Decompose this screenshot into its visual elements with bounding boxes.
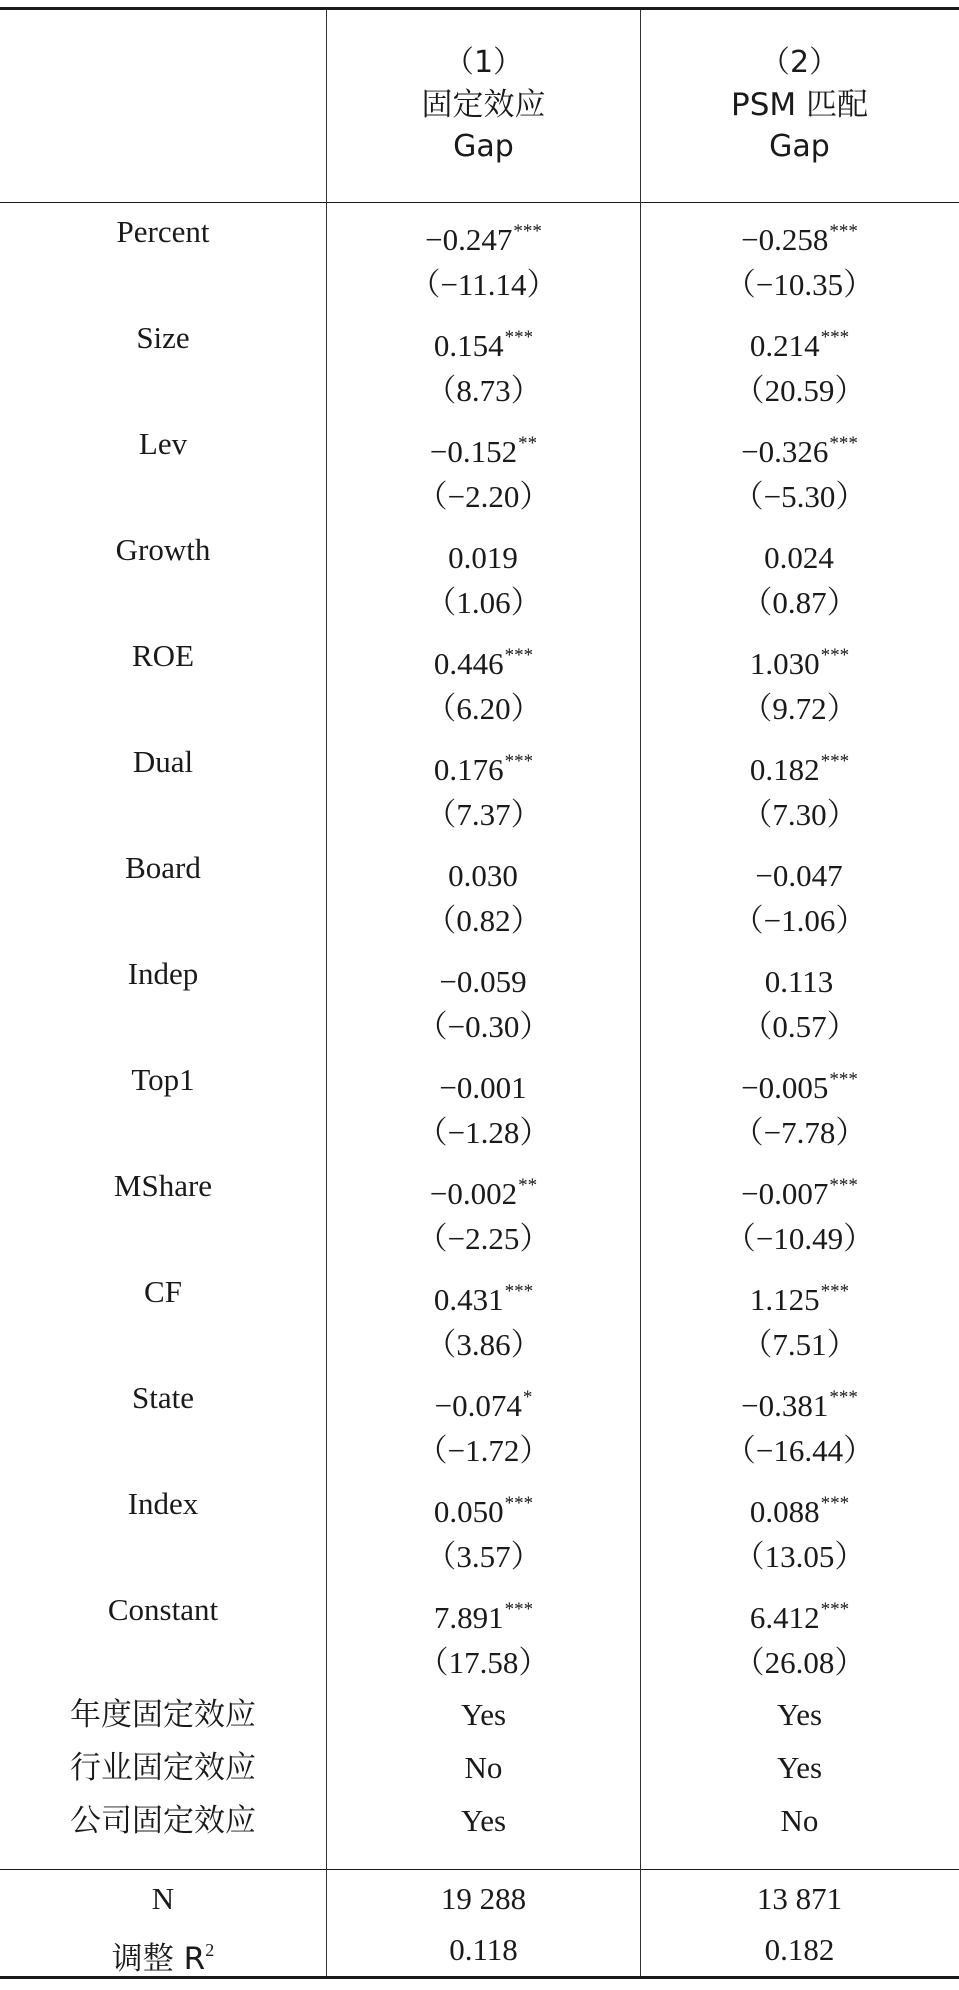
coefficient-cell <box>327 737 640 787</box>
coefficient-value: −0.326 <box>741 434 829 469</box>
r2-value-1: 0.118 <box>449 1932 518 1967</box>
coefficient-cell <box>640 1585 959 1635</box>
coefficient-cell <box>640 1373 959 1423</box>
coefficient-value: 0.030 <box>448 858 518 893</box>
coefficient-value: −0.247 <box>425 222 513 257</box>
t-statistic: （8.73） <box>425 373 542 408</box>
coefficient-value: −0.381 <box>741 1388 829 1423</box>
fixed-effect-label: 年度固定效应 <box>70 1697 256 1733</box>
fixed-effect-value: No <box>780 1803 819 1838</box>
row-label: State <box>132 1380 194 1415</box>
significance-stars: *** <box>829 1069 858 1090</box>
r2-label-superscript: 2 <box>205 1940 215 1960</box>
coefficient-value: −0.005 <box>741 1070 829 1105</box>
fixed-effect-value: Yes <box>460 1697 507 1732</box>
coefficient-cell <box>327 843 640 893</box>
t-statistic: （−1.28） <box>416 1115 551 1150</box>
coefficient-value: −0.007 <box>741 1176 829 1211</box>
n-label: N <box>151 1881 175 1916</box>
t-statistic: （17.58） <box>417 1645 550 1680</box>
fixed-effect-label: 行业固定效应 <box>70 1750 256 1786</box>
row-label: ROE <box>132 638 194 673</box>
row-label: MShare <box>113 1168 213 1203</box>
significance-stars: *** <box>820 645 850 666</box>
row-label: CF <box>144 1274 182 1309</box>
column-2-title: PSM 匹配 <box>731 87 868 123</box>
top-rule <box>0 7 959 10</box>
coefficient-value: −0.059 <box>439 964 527 999</box>
coefficient-value: 0.182 <box>749 752 820 787</box>
coefficient-value: 7.891 <box>433 1600 504 1635</box>
coefficient-cell <box>640 1479 959 1529</box>
t-statistic: （−2.25） <box>416 1221 551 1256</box>
coefficient-cell <box>640 313 959 363</box>
n-value-2: 13 871 <box>756 1881 843 1916</box>
significance-stars: * <box>522 1387 533 1408</box>
coefficient-value: 0.176 <box>433 752 504 787</box>
coefficient-cell <box>327 313 640 363</box>
column-1-title: 固定效应 <box>421 87 546 123</box>
t-statistic: （13.05） <box>733 1539 866 1574</box>
significance-stars: *** <box>504 1493 534 1514</box>
t-statistic: （0.82） <box>425 903 542 938</box>
coefficient-cell <box>327 1479 640 1529</box>
n-value-1: 19 288 <box>440 1881 527 1916</box>
coefficient-cell <box>640 1267 959 1317</box>
t-statistic: （−1.72） <box>416 1433 551 1468</box>
t-statistic: （−1.06） <box>732 903 867 938</box>
fixed-effect-label: 公司固定效应 <box>70 1803 256 1839</box>
coefficient-cell <box>327 207 640 257</box>
t-statistic: （3.86） <box>425 1327 542 1362</box>
header-rule <box>0 202 959 203</box>
row-label: Board <box>125 850 201 885</box>
coefficient-value: −0.047 <box>755 858 843 893</box>
row-label: Constant <box>107 1592 219 1627</box>
t-statistic: （1.06） <box>425 585 542 620</box>
t-statistic: （−5.30） <box>732 479 867 514</box>
coefficient-cell <box>640 1161 959 1211</box>
coefficient-cell <box>327 949 640 999</box>
column-1-dependent: Gap <box>453 129 514 164</box>
significance-stars: *** <box>829 433 858 454</box>
coefficient-value: 1.125 <box>749 1282 820 1317</box>
fixed-effect-value: No <box>464 1750 503 1785</box>
coefficient-cell <box>327 525 640 575</box>
fixed-effect-value: Yes <box>776 1697 823 1732</box>
coefficient-value: −0.001 <box>439 1070 527 1105</box>
r2-label-text: 调整 R <box>111 1941 206 1977</box>
column-2-dependent: Gap <box>769 129 830 164</box>
significance-stars: *** <box>829 1387 858 1408</box>
coefficient-value: 0.088 <box>749 1494 820 1529</box>
coefficient-value: −0.258 <box>741 222 829 257</box>
row-label: Dual <box>132 744 194 779</box>
coefficient-cell <box>640 949 959 999</box>
t-statistic: （−10.35） <box>724 267 875 302</box>
coefficient-cell <box>640 419 959 469</box>
t-statistic: （−16.44） <box>724 1433 875 1468</box>
t-statistic: （20.59） <box>733 373 866 408</box>
t-statistic: （6.20） <box>425 691 542 726</box>
t-statistic: （9.72） <box>741 691 858 726</box>
coefficient-cell <box>640 843 959 893</box>
coefficient-cell <box>640 631 959 681</box>
significance-stars: *** <box>829 221 858 242</box>
coefficient-cell <box>640 1055 959 1105</box>
coefficient-cell <box>327 1373 640 1423</box>
significance-stars: *** <box>820 1599 850 1620</box>
significance-stars: *** <box>504 1281 534 1302</box>
significance-stars: *** <box>504 751 534 772</box>
coefficient-value: −0.152 <box>429 434 518 469</box>
t-statistic: （−10.49） <box>724 1221 875 1256</box>
t-statistic: （−7.78） <box>732 1115 867 1150</box>
coefficient-value: 0.113 <box>764 964 834 999</box>
t-statistic: （−2.20） <box>416 479 551 514</box>
t-statistic: （0.87） <box>741 585 858 620</box>
coefficient-cell <box>327 1161 640 1211</box>
coefficient-cell <box>327 1055 640 1105</box>
t-statistic: （−0.30） <box>416 1009 551 1044</box>
coefficient-value: 0.154 <box>433 328 504 363</box>
significance-stars: ** <box>518 1175 538 1196</box>
t-statistic: （26.08） <box>733 1645 866 1680</box>
r2-label <box>0 1925 326 1975</box>
significance-stars: *** <box>820 327 850 348</box>
t-statistic: （7.51） <box>741 1327 858 1362</box>
coefficient-value: 0.050 <box>433 1494 504 1529</box>
coefficient-value: −0.002 <box>429 1176 518 1211</box>
coefficient-cell <box>327 1267 640 1317</box>
row-label: Percent <box>116 214 210 249</box>
column-1-number: （1） <box>443 45 524 80</box>
coefficient-cell <box>327 1585 640 1635</box>
row-label: Top1 <box>131 1062 195 1097</box>
coefficient-value: 0.024 <box>764 540 834 575</box>
fixed-effect-value: Yes <box>460 1803 507 1838</box>
coefficient-cell <box>640 525 959 575</box>
coefficient-value: 0.214 <box>749 328 820 363</box>
t-statistic: （0.57） <box>741 1009 858 1044</box>
row-label: Indep <box>127 956 199 991</box>
significance-stars: *** <box>504 327 534 348</box>
significance-stars: *** <box>829 1175 858 1196</box>
coefficient-value: 6.412 <box>749 1600 820 1635</box>
row-label: Index <box>127 1486 199 1521</box>
coefficient-value: 0.431 <box>433 1282 504 1317</box>
t-statistic: （7.30） <box>741 797 858 832</box>
coefficient-value: 1.030 <box>749 646 820 681</box>
coefficient-value: −0.074 <box>434 1388 522 1423</box>
fixed-effect-value: Yes <box>776 1750 823 1785</box>
t-statistic: （3.57） <box>425 1539 542 1574</box>
coefficient-cell <box>327 419 640 469</box>
t-statistic: （−11.14） <box>409 267 558 302</box>
significance-stars: *** <box>513 221 542 242</box>
stats-rule <box>0 1869 959 1870</box>
significance-stars: *** <box>820 1281 850 1302</box>
coefficient-cell <box>327 631 640 681</box>
significance-stars: *** <box>504 645 534 666</box>
coefficient-cell <box>640 737 959 787</box>
r2-value-2: 0.182 <box>764 1932 835 1967</box>
significance-stars: *** <box>820 1493 850 1514</box>
row-label: Size <box>136 320 190 355</box>
row-label: Growth <box>115 532 211 567</box>
coefficient-value: 0.019 <box>448 540 518 575</box>
significance-stars: *** <box>820 751 850 772</box>
row-label: Lev <box>138 426 188 461</box>
t-statistic: （7.37） <box>425 797 542 832</box>
coefficient-value: 0.446 <box>433 646 504 681</box>
significance-stars: *** <box>504 1599 534 1620</box>
significance-stars: ** <box>518 433 538 454</box>
coefficient-cell <box>640 207 959 257</box>
column-2-number: （2） <box>759 45 840 80</box>
